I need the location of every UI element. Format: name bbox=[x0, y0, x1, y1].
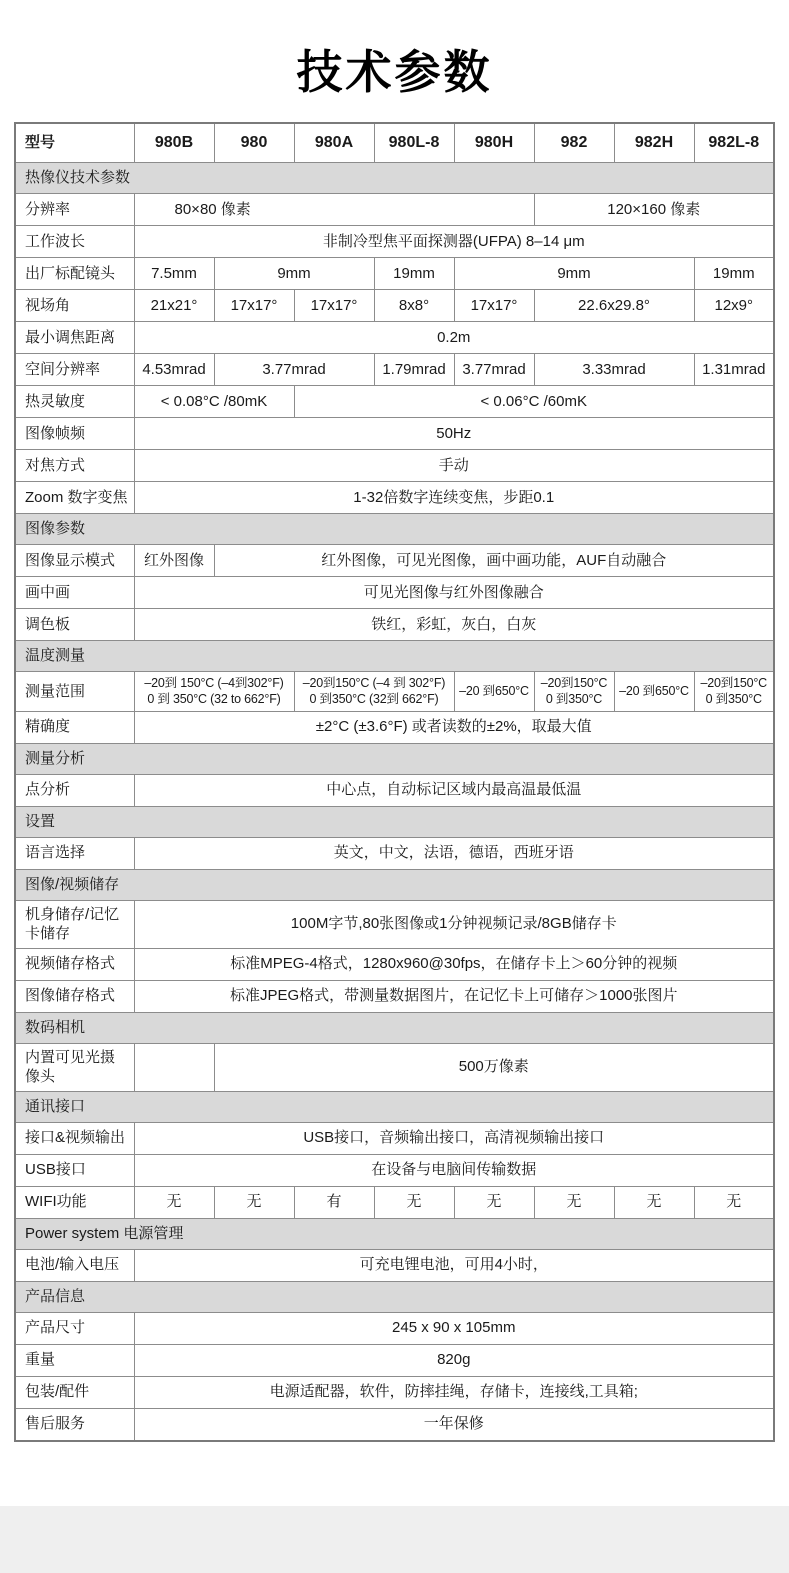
spec-value-cell: USB接口，音频输出接口，高清视频输出接口 bbox=[134, 1122, 774, 1154]
spec-label-cell: 售后服务 bbox=[15, 1408, 134, 1441]
spec-row bbox=[15, 258, 774, 290]
spec-value-cell: 无 bbox=[614, 1186, 694, 1218]
spec-value-cell: 无 bbox=[134, 1186, 214, 1218]
spec-value-cell: 100M字节,80张图像或1分钟视频记录/8GB储存卡 bbox=[134, 900, 774, 948]
spec-row bbox=[15, 545, 774, 577]
spec-label-cell: 产品尺寸 bbox=[15, 1312, 134, 1344]
spec-label-cell: USB接口 bbox=[15, 1154, 134, 1186]
spec-value-cell: 21x21° bbox=[134, 290, 214, 322]
spec-row bbox=[15, 450, 774, 482]
model-header-label: 型号 bbox=[15, 123, 134, 163]
spec-row bbox=[15, 672, 774, 712]
footer-strip bbox=[0, 1506, 789, 1573]
spec-label-cell: 热灵敏度 bbox=[15, 386, 134, 418]
spec-value-cell: 标准JPEG格式，带测量数据图片，在记忆卡上可储存＞1000张图片 bbox=[134, 980, 774, 1012]
model-header-cell: 980B bbox=[134, 123, 214, 163]
spec-value-cell: 无 bbox=[694, 1186, 774, 1218]
spec-value-line: –20到150°C bbox=[540, 676, 608, 690]
spec-value-cell: 80×80 像素 bbox=[134, 194, 534, 226]
spec-label-cell: 图像帧频 bbox=[15, 418, 134, 450]
spec-label-cell: 精确度 bbox=[15, 711, 134, 743]
spec-value-cell: 有 bbox=[294, 1186, 374, 1218]
spec-row bbox=[15, 1344, 774, 1376]
section-row bbox=[15, 743, 774, 774]
spec-value-line: –20到 150°C (–4到302°F) bbox=[144, 676, 284, 690]
spec-label-cell: 电池/输入电压 bbox=[15, 1249, 134, 1281]
spec-value-cell: 非制冷型焦平面探测器(UFPA) 8–14 μm bbox=[134, 226, 774, 258]
page-title: 技术参数 bbox=[296, 46, 493, 98]
spec-row bbox=[15, 418, 774, 450]
spec-value-line: –20到150°C (–4 到 302°F) bbox=[302, 676, 446, 690]
spec-value-cell: 英文，中文，法语，德语，西班牙语 bbox=[134, 837, 774, 869]
section-row bbox=[15, 806, 774, 837]
section-label: 设置 bbox=[15, 806, 774, 837]
spec-value-cell: 无 bbox=[454, 1186, 534, 1218]
model-header-row bbox=[15, 123, 774, 163]
section-row bbox=[15, 869, 774, 900]
spec-value-cell: 22.6x29.8° bbox=[534, 290, 694, 322]
spec-value-cell: 铁红，彩虹，灰白，白灰 bbox=[134, 609, 774, 641]
spec-value-line: 0 到350°C (32到 662°F) bbox=[309, 692, 439, 707]
spec-row bbox=[15, 1312, 774, 1344]
spec-label-cell: 测量范围 bbox=[15, 672, 134, 712]
spec-value-cell: –20 到650°C bbox=[454, 672, 534, 712]
spec-label-cell: 空间分辨率 bbox=[15, 354, 134, 386]
spec-label-cell: 画中画 bbox=[15, 577, 134, 609]
spec-label-cell: 点分析 bbox=[15, 774, 134, 806]
spec-value-cell: 17x17° bbox=[214, 290, 294, 322]
spec-label-cell: 包装/配件 bbox=[15, 1376, 134, 1408]
spec-label-cell: 机身储存/记忆卡储存 bbox=[15, 900, 134, 948]
spec-row bbox=[15, 711, 774, 743]
spec-value-cell: 中心点，自动标记区域内最高温最低温 bbox=[134, 774, 774, 806]
spec-row bbox=[15, 1154, 774, 1186]
spec-row bbox=[15, 1376, 774, 1408]
section-label: 产品信息 bbox=[15, 1281, 774, 1312]
spec-value-cell: 9mm bbox=[454, 258, 694, 290]
section-row bbox=[15, 1012, 774, 1043]
spec-row bbox=[15, 290, 774, 322]
spec-row bbox=[15, 980, 774, 1012]
spec-label-cell: 工作波长 bbox=[15, 226, 134, 258]
spec-value-cell: 820g bbox=[134, 1344, 774, 1376]
spec-value-cell: 120×160 像素 bbox=[534, 194, 774, 226]
spec-row bbox=[15, 900, 774, 948]
spec-value-cell: 1-32倍数字连续变焦，步距0.1 bbox=[134, 482, 774, 514]
model-header-cell: 982 bbox=[534, 123, 614, 163]
spec-row bbox=[15, 1249, 774, 1281]
spec-value-line: –20到150°C bbox=[700, 676, 767, 690]
spec-label-cell: 对焦方式 bbox=[15, 450, 134, 482]
spec-value-cell: 17x17° bbox=[454, 290, 534, 322]
spec-value-cell bbox=[294, 672, 454, 712]
spec-value-cell: 7.5mm bbox=[134, 258, 214, 290]
spec-label-cell: 视场角 bbox=[15, 290, 134, 322]
spec-label-cell: 接口&视频输出 bbox=[15, 1122, 134, 1154]
spec-row bbox=[15, 609, 774, 641]
spec-value-cell: 可充电锂电池，可用4小时， bbox=[134, 1249, 774, 1281]
spec-row bbox=[15, 577, 774, 609]
section-row bbox=[15, 1218, 774, 1249]
section-label: 测量分析 bbox=[15, 743, 774, 774]
spec-row bbox=[15, 1043, 774, 1091]
spec-label-cell: 语言选择 bbox=[15, 837, 134, 869]
spec-label-cell: 分辨率 bbox=[15, 194, 134, 226]
model-header-cell: 980 bbox=[214, 123, 294, 163]
spec-value-cell: 50Hz bbox=[134, 418, 774, 450]
spec-value-cell: 电源适配器，软件，防摔挂绳，存储卡，连接线,工具箱; bbox=[134, 1376, 774, 1408]
spec-value-cell: 8x8° bbox=[374, 290, 454, 322]
spec-value-cell bbox=[694, 672, 774, 712]
section-row bbox=[15, 1091, 774, 1122]
spec-value-cell: 19mm bbox=[694, 258, 774, 290]
spec-row bbox=[15, 354, 774, 386]
spec-value-cell: 可见光图像与红外图像融合 bbox=[134, 577, 774, 609]
section-label: 热像仪技术参数 bbox=[15, 163, 774, 194]
spec-value-cell: 245 x 90 x 105mm bbox=[134, 1312, 774, 1344]
spec-value-cell: 500万像素 bbox=[214, 1043, 774, 1091]
section-label: 图像参数 bbox=[15, 514, 774, 545]
spec-value-line: 0 到350°C bbox=[545, 692, 603, 707]
spec-value-cell: 无 bbox=[214, 1186, 294, 1218]
section-row bbox=[15, 641, 774, 672]
spec-value-cell: 一年保修 bbox=[134, 1408, 774, 1441]
spec-value-cell: < 0.08°C /80mK bbox=[134, 386, 294, 418]
section-label: 通讯接口 bbox=[15, 1091, 774, 1122]
section-row bbox=[15, 514, 774, 545]
spec-value-cell: 3.33mrad bbox=[534, 354, 694, 386]
spec-value-cell: 19mm bbox=[374, 258, 454, 290]
spec-value-cell: 1.79mrad bbox=[374, 354, 454, 386]
spec-value-cell: 标准MPEG-4格式，1280x960@30fps，在储存卡上＞60分钟的视频 bbox=[134, 948, 774, 980]
spec-value-cell: 9mm bbox=[214, 258, 374, 290]
spec-value-cell: 无 bbox=[374, 1186, 454, 1218]
model-header-cell: 980H bbox=[454, 123, 534, 163]
spec-value-line: 0 到 350°C (32 to 662°F) bbox=[147, 692, 281, 707]
spec-label-cell: 重量 bbox=[15, 1344, 134, 1376]
spec-row bbox=[15, 226, 774, 258]
spec-row bbox=[15, 1408, 774, 1441]
spec-label-cell: 视频储存格式 bbox=[15, 948, 134, 980]
spec-label-cell: 最小调焦距离 bbox=[15, 322, 134, 354]
spec-row bbox=[15, 948, 774, 980]
spec-row bbox=[15, 194, 774, 226]
spec-value-cell: 3.77mrad bbox=[214, 354, 374, 386]
section-label: 温度测量 bbox=[15, 641, 774, 672]
spec-row bbox=[15, 774, 774, 806]
spec-row bbox=[15, 837, 774, 869]
section-label: 数码相机 bbox=[15, 1012, 774, 1043]
model-header-cell: 980L-8 bbox=[374, 123, 454, 163]
section-row bbox=[15, 1281, 774, 1312]
spec-value-cell: ±2°C (±3.6°F) 或者读数的±2%，取最大值 bbox=[134, 711, 774, 743]
section-row bbox=[15, 163, 774, 194]
spec-value-cell: 红外图像 bbox=[134, 545, 214, 577]
spec-value-cell: 0.2m bbox=[134, 322, 774, 354]
spec-label-cell: 内置可见光摄像头 bbox=[15, 1043, 134, 1091]
spec-value-cell: 无 bbox=[534, 1186, 614, 1218]
model-header-cell: 982L-8 bbox=[694, 123, 774, 163]
spec-value-line: 0 到350°C bbox=[705, 692, 762, 707]
spec-value-cell bbox=[534, 672, 614, 712]
spec-value-cell: 红外图像，可见光图像，画中画功能，AUF自动融合 bbox=[214, 545, 774, 577]
spec-table-body bbox=[15, 163, 774, 1441]
spec-row bbox=[15, 1186, 774, 1218]
spec-row bbox=[15, 322, 774, 354]
spec-row bbox=[15, 386, 774, 418]
spec-value-cell: 17x17° bbox=[294, 290, 374, 322]
section-label: 图像/视频储存 bbox=[15, 869, 774, 900]
section-label: Power system 电源管理 bbox=[15, 1218, 774, 1249]
spec-label-cell: 出厂标配镜头 bbox=[15, 258, 134, 290]
spec-value-cell: 4.53mrad bbox=[134, 354, 214, 386]
model-header-cell: 982H bbox=[614, 123, 694, 163]
spec-table bbox=[14, 122, 775, 1442]
spec-value-cell: 手动 bbox=[134, 450, 774, 482]
spec-value-cell: –20 到650°C bbox=[614, 672, 694, 712]
spec-value-cell: 在设备与电脑间传输数据 bbox=[134, 1154, 774, 1186]
spec-label-cell: 图像储存格式 bbox=[15, 980, 134, 1012]
spec-value-cell: 1.31mrad bbox=[694, 354, 774, 386]
spec-value-cell bbox=[134, 1043, 214, 1091]
spec-value-cell: 12x9° bbox=[694, 290, 774, 322]
spec-value-cell: < 0.06°C /60mK bbox=[294, 386, 774, 418]
spec-label-cell: WIFI功能 bbox=[15, 1186, 134, 1218]
spec-value-cell: 3.77mrad bbox=[454, 354, 534, 386]
spec-row bbox=[15, 1122, 774, 1154]
spec-row bbox=[15, 482, 774, 514]
spec-label-cell: Zoom 数字变焦 bbox=[15, 482, 134, 514]
model-header-cell: 980A bbox=[294, 123, 374, 163]
spec-value-cell bbox=[134, 672, 294, 712]
spec-label-cell: 调色板 bbox=[15, 609, 134, 641]
spec-label-cell: 图像显示模式 bbox=[15, 545, 134, 577]
